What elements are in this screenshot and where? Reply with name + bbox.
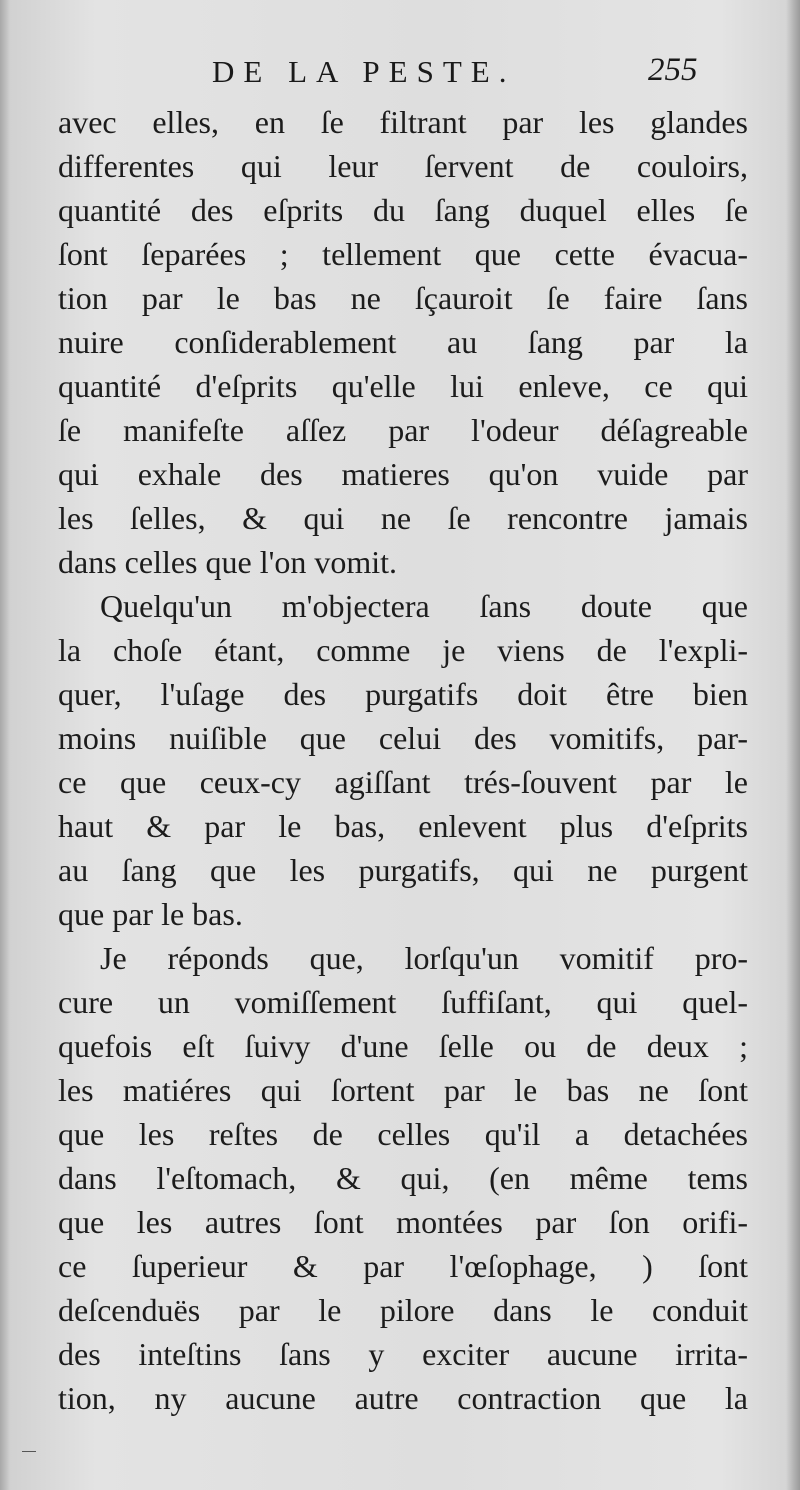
text-line: que les reſtes de celles qu'il a detachées	[58, 1116, 748, 1152]
paragraph-2	[58, 584, 748, 936]
text-line: que les autres ſont montées par ſon orifi-	[58, 1204, 748, 1240]
text-line: ſont ſeparées ; tellement que cette évacua-	[58, 236, 748, 272]
text-line: au ſang que les purgatifs, qui ne purgent	[58, 852, 748, 888]
text-line: que par le bas.	[58, 896, 243, 932]
text-line: nuire conſiderablement au ſang par la	[58, 324, 748, 360]
running-head	[0, 48, 800, 98]
page-number: 255	[648, 52, 698, 88]
text-line: differentes qui leur ſervent de couloirs,	[58, 148, 748, 184]
text-line: qui exhale des matieres qu'on vuide par	[58, 456, 748, 492]
text-line: avec elles, en ſe filtrant par les glandes	[58, 104, 748, 140]
paragraph-1	[58, 100, 748, 584]
text-line: Quelqu'un m'objectera ſans doute que	[100, 588, 748, 624]
text-line: ce que ceux-cy agiſſant trés-ſouvent par le	[58, 764, 748, 800]
text-line: dans celles que l'on vomit.	[58, 544, 398, 580]
text-line: haut & par le bas, enlevent plus d'eſprits	[58, 808, 748, 844]
text-line: ſe manifeſte aſſez par l'odeur déſagreable	[58, 412, 748, 448]
text-line: les matiéres qui ſortent par le bas ne ſont	[58, 1072, 748, 1108]
text-line: quantité des eſprits du ſang duquel elles ſe	[58, 192, 748, 228]
text-line: les ſelles, & qui ne ſe rencontre jamais	[58, 500, 748, 536]
text-line: des inteſtins ſans y exciter aucune irrita-	[58, 1336, 748, 1372]
text-line: deſcenduës par le pilore dans le conduit	[58, 1292, 748, 1328]
running-title: DE LA PESTE.	[212, 54, 516, 89]
text-line: moins nuiſible que celui des vomitifs, par-	[58, 720, 748, 756]
text-line: tion, ny aucune autre contraction que la	[58, 1380, 748, 1416]
text-line: ce ſuperieur & par l'œſophage, ) ſont	[58, 1248, 748, 1284]
text-line: cure un vomiſſement ſuffiſant, qui quel-	[58, 984, 748, 1020]
body-text	[58, 100, 748, 1420]
paragraph-3	[58, 936, 748, 1420]
text-line: quantité d'eſprits qu'elle lui enleve, ce qui	[58, 368, 748, 404]
text-line: quer, l'uſage des purgatifs doit être bien	[58, 676, 748, 712]
text-line: la choſe étant, comme je viens de l'expli-	[58, 632, 748, 668]
text-line: tion par le bas ne ſçauroit ſe faire ſans	[58, 280, 748, 316]
text-line: dans l'eſtomach, & qui, (en même tems	[58, 1160, 748, 1196]
text-line: Je réponds que, lorſqu'un vomitif pro-	[100, 940, 748, 976]
margin-mark	[22, 1451, 36, 1452]
text-line: quefois eſt ſuivy d'une ſelle ou de deux ;	[58, 1028, 748, 1064]
